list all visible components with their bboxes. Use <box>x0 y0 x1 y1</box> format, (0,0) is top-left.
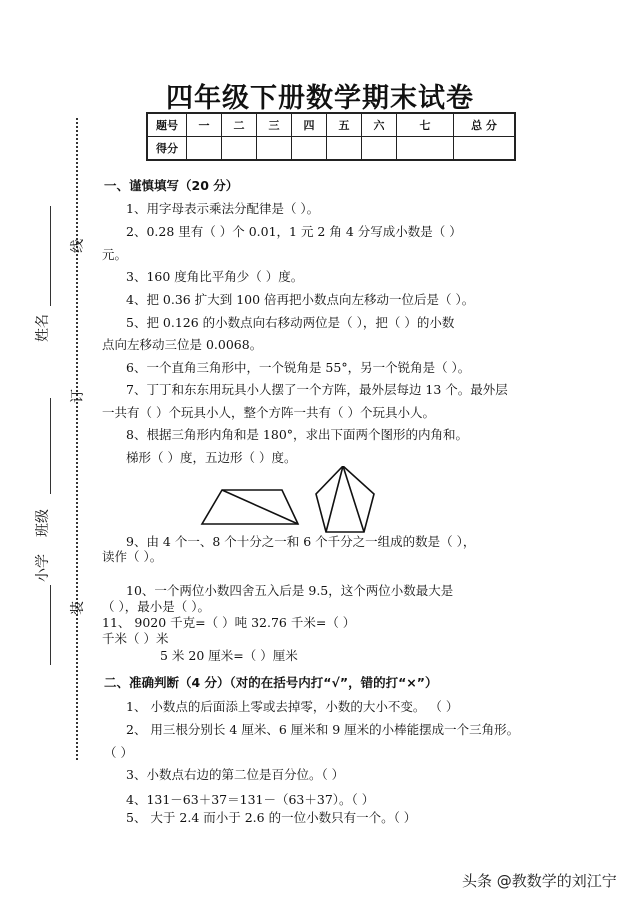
header-cell: 一 <box>187 113 222 137</box>
score-cell[interactable] <box>327 137 362 161</box>
question-line: 读作（ ）。 <box>102 549 163 564</box>
name-write-line[interactable] <box>50 206 51 306</box>
question-line: 1、用字母表示乘法分配律是（ ）。 <box>126 201 320 216</box>
question-line: 6、一个直角三角形中，一个锐角是 55°，另一个锐角是（ ）。 <box>126 360 471 375</box>
question-line: 3、160 度角比平角少（ ）度。 <box>126 269 304 284</box>
question-line: 2、0.28 里有（ ）个 0.01，1 元 2 角 4 分写成小数是（ ） <box>126 224 462 239</box>
question-line: 2、 用三根分别长 4 厘米、6 厘米和 9 厘米的小棒能摆成一个三角形。 <box>126 722 520 737</box>
section-2-heading: 二、准确判断（4 分）（对的在括号内打“√”，错的打“×”） <box>104 675 438 690</box>
question-line: 11、 9020 千克=（ ）吨 32.76 千米=（ ） <box>102 615 356 630</box>
pentagon-shape <box>316 466 374 532</box>
score-cell[interactable] <box>454 137 516 161</box>
header-cell: 题号 <box>147 113 187 137</box>
question-line: 3、小数点右边的第二位是百分位。（ ） <box>126 767 345 782</box>
question-line: 5、把 0.126 的小数点向右移动两位是（ ），把（ ）的小数 <box>126 315 455 330</box>
question-line: 点向左移动三位是 0.0068。 <box>102 337 263 352</box>
question-line: （ ） <box>104 745 133 760</box>
row-label-cell: 得分 <box>147 137 187 161</box>
binding-dotted-line <box>76 118 78 760</box>
class-write-line[interactable] <box>50 398 51 494</box>
question-line: 10、一个两位小数四舍五入后是 9.5，这个两位小数最大是 <box>126 583 454 598</box>
score-table <box>146 112 516 161</box>
score-cell[interactable] <box>187 137 222 161</box>
question-line: 7、丁丁和东东用玩具小人摆了一个方阵，最外层每边 13 个。最外层 <box>126 382 508 397</box>
name-label: 姓名 <box>35 314 51 342</box>
header-cell: 五 <box>327 113 362 137</box>
binding-mark-xian: 线 <box>70 239 86 253</box>
school-write-line[interactable] <box>50 585 51 665</box>
score-cell[interactable] <box>257 137 292 161</box>
header-cell: 四 <box>292 113 327 137</box>
score-cell[interactable] <box>292 137 327 161</box>
header-cell: 二 <box>222 113 257 137</box>
score-cell[interactable] <box>222 137 257 161</box>
score-cell[interactable] <box>397 137 454 161</box>
question-line: 5、 大于 2.4 而小于 2.6 的一位小数只有一个。（ ） <box>126 810 417 825</box>
binding-mark-zhuang: 装 <box>70 601 86 615</box>
header-cell: 三 <box>257 113 292 137</box>
header-cell: 七 <box>397 113 454 137</box>
question-line: （ ），最小是（ ）。 <box>102 599 210 614</box>
question-line: 1、 小数点的后面添上零或去掉零，小数的大小不变。 （ ） <box>126 699 459 714</box>
question-line: 梯形（ ）度，五边形（ ）度。 <box>126 450 297 465</box>
shapes-figure <box>200 466 380 538</box>
question-line: 4、把 0.36 扩大到 100 倍再把小数点向左移动一位后是（ ）。 <box>126 292 475 307</box>
question-line: 千米（ ）米 <box>102 631 169 646</box>
header-cell: 总 分 <box>454 113 516 137</box>
binding-mark-ding: 订 <box>70 389 86 403</box>
header-cell: 六 <box>362 113 397 137</box>
class-label: 班级 <box>35 509 51 537</box>
question-line: 5 米 20 厘米=（ ）厘米 <box>160 648 298 663</box>
trapezoid-shape <box>202 490 298 524</box>
question-line: 元。 <box>102 247 128 262</box>
section-1-heading: 一、谨慎填写（20 分） <box>104 178 239 193</box>
question-line: 9、由 4 个一、8 个十分之一和 6 个千分之一组成的数是（ ）， <box>126 534 476 549</box>
question-line: 4、131－63＋37＝131－（63＋37）。（ ） <box>126 792 375 807</box>
school-label: 小学 <box>35 554 51 582</box>
score-cell[interactable] <box>362 137 397 161</box>
watermark-footer: 头条 @教数学的刘江宁 <box>462 872 617 890</box>
exam-title: 四年级下册数学期末试卷 <box>166 83 474 114</box>
question-line: 8、根据三角形内角和是 180°，求出下面两个图形的内角和。 <box>126 427 469 442</box>
score-header-row <box>147 113 515 137</box>
question-line: 一共有（ ）个玩具小人，整个方阵一共有（ ）个玩具小人。 <box>102 405 435 420</box>
score-value-row <box>147 137 515 161</box>
